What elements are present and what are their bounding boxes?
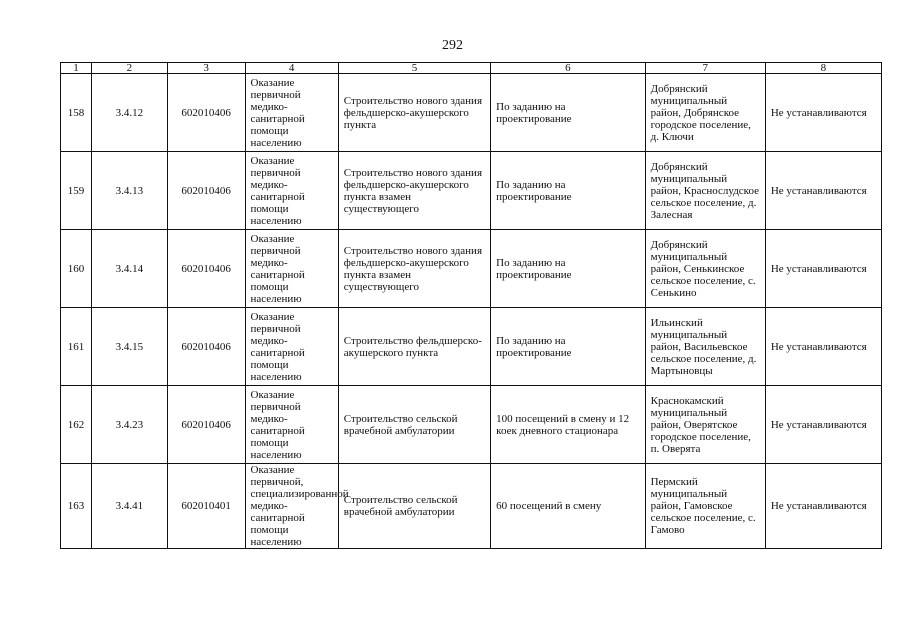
row-kbk: 602010406 [167, 230, 245, 308]
row-zone: Не устанавливаются [765, 386, 881, 464]
row-code: 3.4.12 [92, 74, 168, 152]
row-capacity: 100 посещений в смену и 12 коек дневного стационара [491, 386, 645, 464]
row-number: 163 [61, 464, 92, 549]
row-kbk: 602010406 [167, 386, 245, 464]
row-number: 161 [61, 308, 92, 386]
row-zone: Не устанавливаются [765, 152, 881, 230]
row-location: Пермский муниципальный район, Гамовское сельское поселение, с. Гамово [645, 464, 765, 549]
header-col-1: 1 [61, 63, 92, 74]
row-number: 159 [61, 152, 92, 230]
table-header-row [61, 63, 882, 74]
header-col-3: 3 [167, 63, 245, 74]
row-service: Оказание первичной, специализированной медико-санитарной помощи населению [245, 464, 338, 549]
header-col-7: 7 [645, 63, 765, 74]
row-code: 3.4.14 [92, 230, 168, 308]
row-service: Оказание первичной медико-санитарной помощи населению [245, 308, 338, 386]
row-number: 162 [61, 386, 92, 464]
row-object: Строительство нового здания фельдшерско-акушерского пункта [338, 74, 490, 152]
page-number: 292 [442, 38, 463, 53]
table-row [61, 74, 882, 152]
table-row [61, 386, 882, 464]
header-col-8: 8 [765, 63, 881, 74]
row-location: Добрянский муниципальный район, Краснослудское сельское поселение, д. Залесная [645, 152, 765, 230]
header-col-2: 2 [92, 63, 168, 74]
row-kbk: 602010401 [167, 464, 245, 549]
row-service: Оказание первичной медико-санитарной помощи населению [245, 152, 338, 230]
row-zone: Не устанавливаются [765, 74, 881, 152]
table-row [61, 230, 882, 308]
row-service: Оказание первичной медико-санитарной помощи населению [245, 74, 338, 152]
row-code: 3.4.13 [92, 152, 168, 230]
row-location: Ильинский муниципальный район, Васильевское сельское поселение, д. Мартыновцы [645, 308, 765, 386]
row-object: Строительство сельской врачебной амбулатории [338, 386, 490, 464]
row-object: Строительство нового здания фельдшерско-акушерского пункта взамен существующего [338, 152, 490, 230]
row-location: Краснокамский муниципальный район, Оверятское городское поселение, п. Оверята [645, 386, 765, 464]
row-object: Строительство фельдшерско-акушерского пункта [338, 308, 490, 386]
row-location: Добрянский муниципальный район, Добрянское городское поселение, д. Ключи [645, 74, 765, 152]
row-capacity: По заданию на проектирование [491, 152, 645, 230]
row-capacity: 60 посещений в смену [491, 464, 645, 549]
row-capacity: По заданию на проектирование [491, 74, 645, 152]
row-capacity: По заданию на проектирование [491, 308, 645, 386]
header-col-4: 4 [245, 63, 338, 74]
row-zone: Не устанавливаются [765, 308, 881, 386]
table-row [61, 464, 882, 549]
row-service: Оказание первичной медико-санитарной помощи населению [245, 386, 338, 464]
row-kbk: 602010406 [167, 152, 245, 230]
header-col-5: 5 [338, 63, 490, 74]
row-code: 3.4.23 [92, 386, 168, 464]
row-code: 3.4.41 [92, 464, 168, 549]
table-row [61, 308, 882, 386]
row-object: Строительство сельской врачебной амбулатории [338, 464, 490, 549]
table-row [61, 152, 882, 230]
row-number: 158 [61, 74, 92, 152]
header-col-6: 6 [491, 63, 645, 74]
document-table [60, 62, 882, 549]
row-kbk: 602010406 [167, 308, 245, 386]
row-service: Оказание первичной медико-санитарной помощи населению [245, 230, 338, 308]
row-location: Добрянский муниципальный район, Сенькинское сельское поселение, с. Сенькино [645, 230, 765, 308]
row-zone: Не устанавливаются [765, 230, 881, 308]
row-zone: Не устанавливаются [765, 464, 881, 549]
row-object: Строительство нового здания фельдшерско-акушерского пункта взамен существующего [338, 230, 490, 308]
row-number: 160 [61, 230, 92, 308]
row-capacity: По заданию на проектирование [491, 230, 645, 308]
row-kbk: 602010406 [167, 74, 245, 152]
row-code: 3.4.15 [92, 308, 168, 386]
